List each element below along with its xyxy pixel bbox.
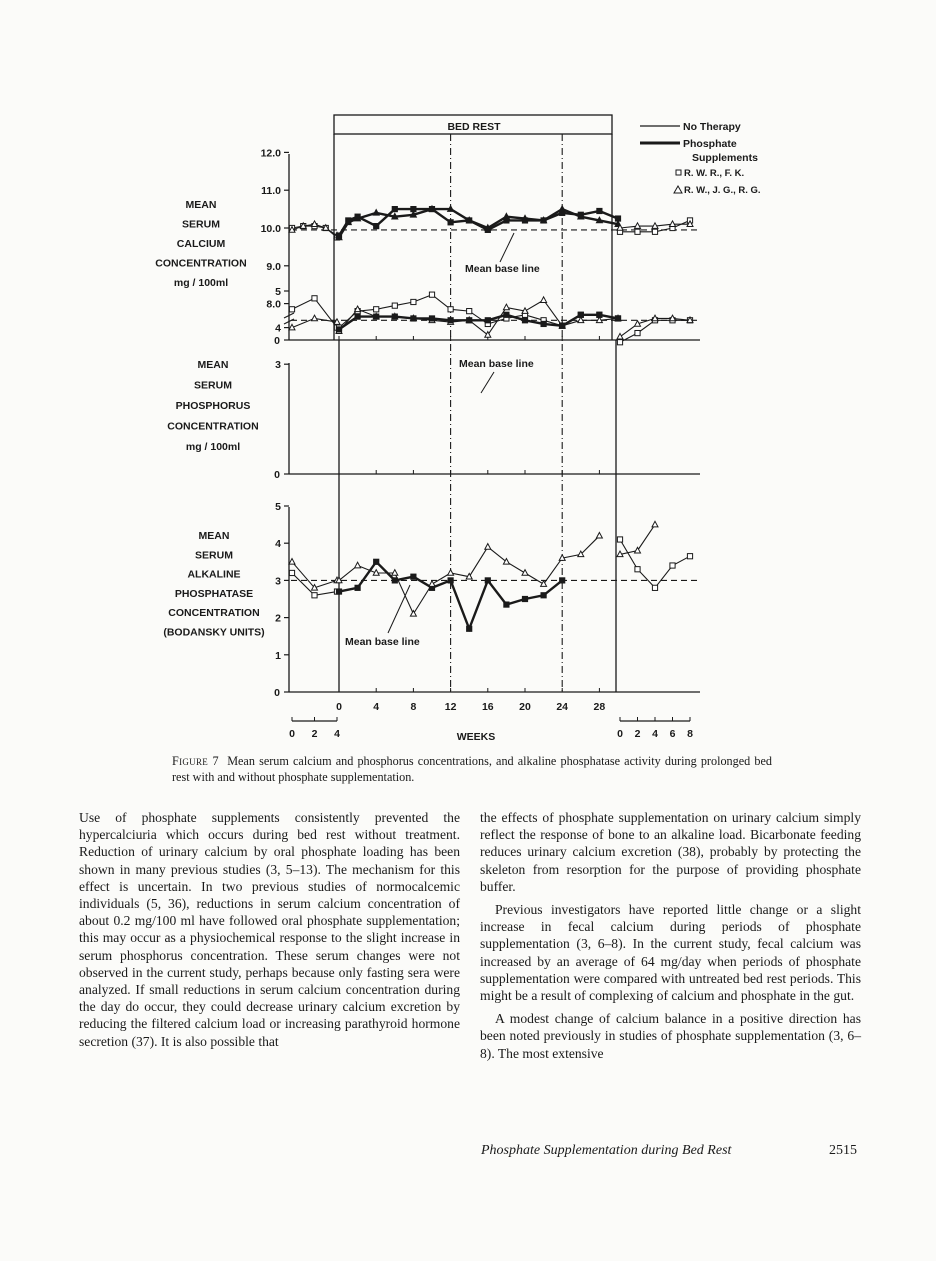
annotation-mean-baseline: Mean base line bbox=[465, 263, 540, 275]
data-point-square bbox=[411, 574, 416, 579]
data-point-triangle bbox=[429, 581, 435, 587]
figure-caption-label: Figure 7 bbox=[172, 754, 219, 768]
y-tick-label: 0 bbox=[274, 335, 280, 347]
data-point-triangle bbox=[541, 297, 547, 303]
panel-label-line: ALKALINE bbox=[187, 568, 241, 581]
panel-label-line: CONCENTRATION bbox=[155, 257, 247, 270]
data-point-square bbox=[467, 318, 472, 323]
annotation-arrow bbox=[481, 372, 494, 393]
annotation-arrow bbox=[388, 585, 410, 633]
data-point-square bbox=[392, 314, 397, 319]
data-point-square bbox=[411, 299, 416, 304]
data-point-triangle bbox=[503, 559, 509, 565]
data-point-square bbox=[411, 316, 416, 321]
panel-label-line: CONCENTRATION bbox=[167, 420, 259, 433]
y-tick-label: 9.0 bbox=[266, 260, 281, 273]
x-tick-label: 24 bbox=[556, 701, 569, 713]
data-point-square bbox=[578, 312, 583, 317]
y-tick-label: 4 bbox=[275, 322, 281, 335]
data-point-square bbox=[560, 578, 565, 583]
series-line bbox=[339, 295, 618, 328]
running-title: Phosphate Supplementation during Bed Rest bbox=[481, 1143, 732, 1158]
data-point-square bbox=[617, 537, 622, 542]
data-point-square bbox=[374, 314, 379, 319]
body-paragraph: Use of phosphate supplements consistently prevented the hypercalciuria which occurs during bed rest without treatment. Reduction of urinary calcium by oral phosphate loading has been shown in many previous studies (3, 5–13). The mechanism for this effect is uncertain. In two previous studies of normocalcemic individuals (5, 36), reductions in serum calcium concentration of about 0.2 mg/100 ml have followed oral phosphate supplementation; this may occur as a physiochemical response to the slight increase in serum phosphorus concentration. These serum changes were not observed in the current study, perhaps because only fasting sera were analyzed. If small reductions in serum calcium concentration during the day do occur, they could decrease urinary calcium excretion by reducing the filtered calcium load or increasing parathyroid hormone secretion (37). It is also possible that bbox=[79, 810, 460, 1049]
data-point-square bbox=[504, 312, 509, 317]
y-tick-label: 8.0 bbox=[266, 298, 281, 311]
data-point-square bbox=[289, 570, 294, 575]
body-column-left bbox=[79, 809, 460, 1056]
panel-label-line: MEAN bbox=[185, 199, 217, 211]
y-tick-label: 12.0 bbox=[260, 147, 281, 160]
x-tick-label: 0 bbox=[289, 728, 295, 740]
y-tick-label: 3 bbox=[275, 575, 281, 588]
x-tick-label: 28 bbox=[593, 701, 606, 713]
data-point-triangle bbox=[559, 206, 565, 212]
panel-label-line: MEAN bbox=[198, 530, 230, 542]
data-point-square bbox=[374, 224, 379, 229]
data-point-square bbox=[522, 318, 527, 323]
y-tick-label: 0 bbox=[274, 469, 280, 481]
panel-label-line: mg / 100ml bbox=[185, 441, 241, 453]
body-column-right bbox=[480, 809, 861, 1068]
data-point-square bbox=[635, 229, 640, 234]
panel-label-line: PHOSPHATASE bbox=[174, 587, 254, 600]
data-point-square bbox=[448, 307, 453, 312]
data-point-square bbox=[617, 340, 622, 345]
body-paragraph: the effects of phosphate supplementation on urinary calcium simply reflect the response of bone to an alkaline load. Bicarbonate feeding reduces urinary calcium excretion (38), probably by protecting the skeleton from resorption for the purpose of providing phosphate buffer. bbox=[480, 810, 861, 894]
data-point-square bbox=[615, 316, 620, 321]
x-tick-label: 2 bbox=[634, 728, 641, 740]
data-point-square bbox=[670, 563, 675, 568]
panel-label-line: CALCIUM bbox=[176, 238, 226, 250]
data-point-square bbox=[652, 229, 657, 234]
x-tick-label: 4 bbox=[373, 701, 380, 713]
x-tick-label: 4 bbox=[652, 728, 658, 740]
data-point-square bbox=[429, 316, 434, 321]
x-tick-label: 8 bbox=[410, 701, 417, 713]
panel-label-line: PHOSPHORUS bbox=[175, 400, 251, 412]
x-tick-label: 20 bbox=[519, 701, 531, 713]
y-tick-label: 2 bbox=[275, 612, 281, 625]
data-point-square bbox=[392, 578, 397, 583]
data-point-square bbox=[392, 303, 397, 308]
data-point-square bbox=[560, 323, 565, 328]
x-tick-label: 0 bbox=[617, 728, 623, 740]
data-point-square bbox=[467, 309, 472, 314]
annotation-mean-baseline: Mean base line bbox=[345, 636, 420, 648]
panel-label-line: (BODANSKY UNITS) bbox=[163, 626, 265, 639]
figure-caption bbox=[172, 753, 772, 785]
data-point-triangle bbox=[312, 315, 318, 321]
x-axis-title: WEEKS bbox=[456, 731, 496, 743]
data-point-square bbox=[485, 318, 490, 323]
data-point-triangle bbox=[652, 521, 658, 527]
data-point-square bbox=[355, 585, 360, 590]
y-tick-label: 1 bbox=[275, 649, 281, 662]
data-point-square bbox=[448, 578, 453, 583]
data-point-square bbox=[448, 220, 453, 225]
data-point-square bbox=[312, 593, 317, 598]
data-point-square bbox=[652, 585, 657, 590]
y-tick-label: 5 bbox=[275, 286, 281, 298]
data-point-square bbox=[541, 593, 546, 598]
data-point-square bbox=[336, 327, 341, 332]
data-point-square bbox=[467, 626, 472, 631]
data-point-triangle bbox=[503, 304, 509, 310]
data-point-square bbox=[374, 559, 379, 564]
panel-label-line: CONCENTRATION bbox=[168, 607, 260, 620]
legend-label-triangle-subjects: R. W., J. G., R. G. bbox=[684, 185, 761, 196]
annotation-mean-baseline: Mean base line bbox=[459, 358, 534, 370]
data-point-triangle bbox=[485, 544, 491, 550]
chart-frame bbox=[284, 115, 700, 721]
bed-rest-label: BED REST bbox=[447, 121, 501, 133]
data-point-square bbox=[392, 207, 397, 212]
panel-label-line: MEAN bbox=[197, 359, 229, 371]
x-tick-label: 2 bbox=[311, 728, 318, 740]
data-point-square bbox=[374, 307, 379, 312]
legend-label-phosphate: Supplements bbox=[692, 152, 758, 164]
data-point-square bbox=[312, 296, 317, 301]
data-point-square bbox=[448, 318, 453, 323]
y-tick-label: 3 bbox=[275, 359, 281, 372]
x-tick-label: 16 bbox=[481, 701, 494, 713]
x-tick-label: 12 bbox=[444, 701, 457, 713]
data-point-square bbox=[541, 321, 546, 326]
y-tick-label: 5 bbox=[275, 501, 281, 513]
series-line bbox=[292, 298, 337, 327]
x-tick-label: 6 bbox=[669, 728, 676, 740]
x-tick-label: 8 bbox=[687, 728, 693, 740]
page-number: 2515 bbox=[829, 1143, 857, 1158]
y-tick-label: 0 bbox=[274, 687, 280, 699]
data-point-square bbox=[355, 314, 360, 319]
legend-label-no-therapy: No Therapy bbox=[683, 121, 741, 133]
data-point-square bbox=[289, 307, 294, 312]
legend-triangle-marker bbox=[674, 186, 682, 193]
data-point-triangle bbox=[289, 559, 295, 565]
legend-label-square-subjects: R. W. R., F. K. bbox=[684, 168, 745, 179]
data-point-square bbox=[429, 292, 434, 297]
legend-square-marker bbox=[676, 170, 681, 175]
data-point-triangle bbox=[617, 333, 623, 339]
body-paragraph: Previous investigators have reported little change or a slight increase in fecal calcium during periods of phosphate supplementation (3, 6–8). In the current study, fecal calcium was increased by an average of 64 mg/day when periods of phosphate supplementation were compared with untreated bed rest periods. This might be a result of complexing of calcium and phosphate in the gut. bbox=[480, 902, 861, 1004]
data-point-square bbox=[522, 596, 527, 601]
x-tick-label: 0 bbox=[336, 701, 342, 713]
data-point-square bbox=[687, 554, 692, 559]
body-paragraph: A modest change of calcium balance in a positive direction has been noted previously in studies of phosphate supplementation (3, 6–8). The most extensive bbox=[480, 1011, 861, 1061]
legend-label-phosphate: Phosphate bbox=[683, 138, 737, 150]
y-tick-label: 4 bbox=[275, 538, 281, 551]
annotation-arrow bbox=[500, 233, 514, 262]
data-point-triangle bbox=[448, 570, 454, 576]
data-point-square bbox=[597, 312, 602, 317]
data-point-triangle bbox=[596, 532, 602, 538]
data-point-square bbox=[635, 567, 640, 572]
y-tick-label: 11.0 bbox=[261, 185, 281, 198]
data-point-square bbox=[485, 578, 490, 583]
panel-label-line: SERUM bbox=[182, 218, 220, 231]
data-point-square bbox=[336, 589, 341, 594]
panel-label-line: SERUM bbox=[195, 549, 233, 562]
figure-caption-text: Mean serum calcium and phosphorus concentrations, and alkaline phosphatase activity during prolonged bed rest with and without phosphate supplementation. bbox=[172, 754, 772, 784]
data-point-triangle bbox=[355, 562, 361, 568]
x-tick-label: 4 bbox=[334, 728, 340, 740]
panel-label-line: mg / 100ml bbox=[173, 277, 229, 289]
data-point-triangle bbox=[522, 570, 528, 576]
y-tick-label: 10.0 bbox=[260, 223, 281, 235]
data-point-square bbox=[504, 602, 509, 607]
data-point-square bbox=[597, 208, 602, 213]
data-point-square bbox=[635, 330, 640, 335]
series-line bbox=[620, 320, 690, 342]
panel-label-line: SERUM bbox=[194, 379, 232, 392]
